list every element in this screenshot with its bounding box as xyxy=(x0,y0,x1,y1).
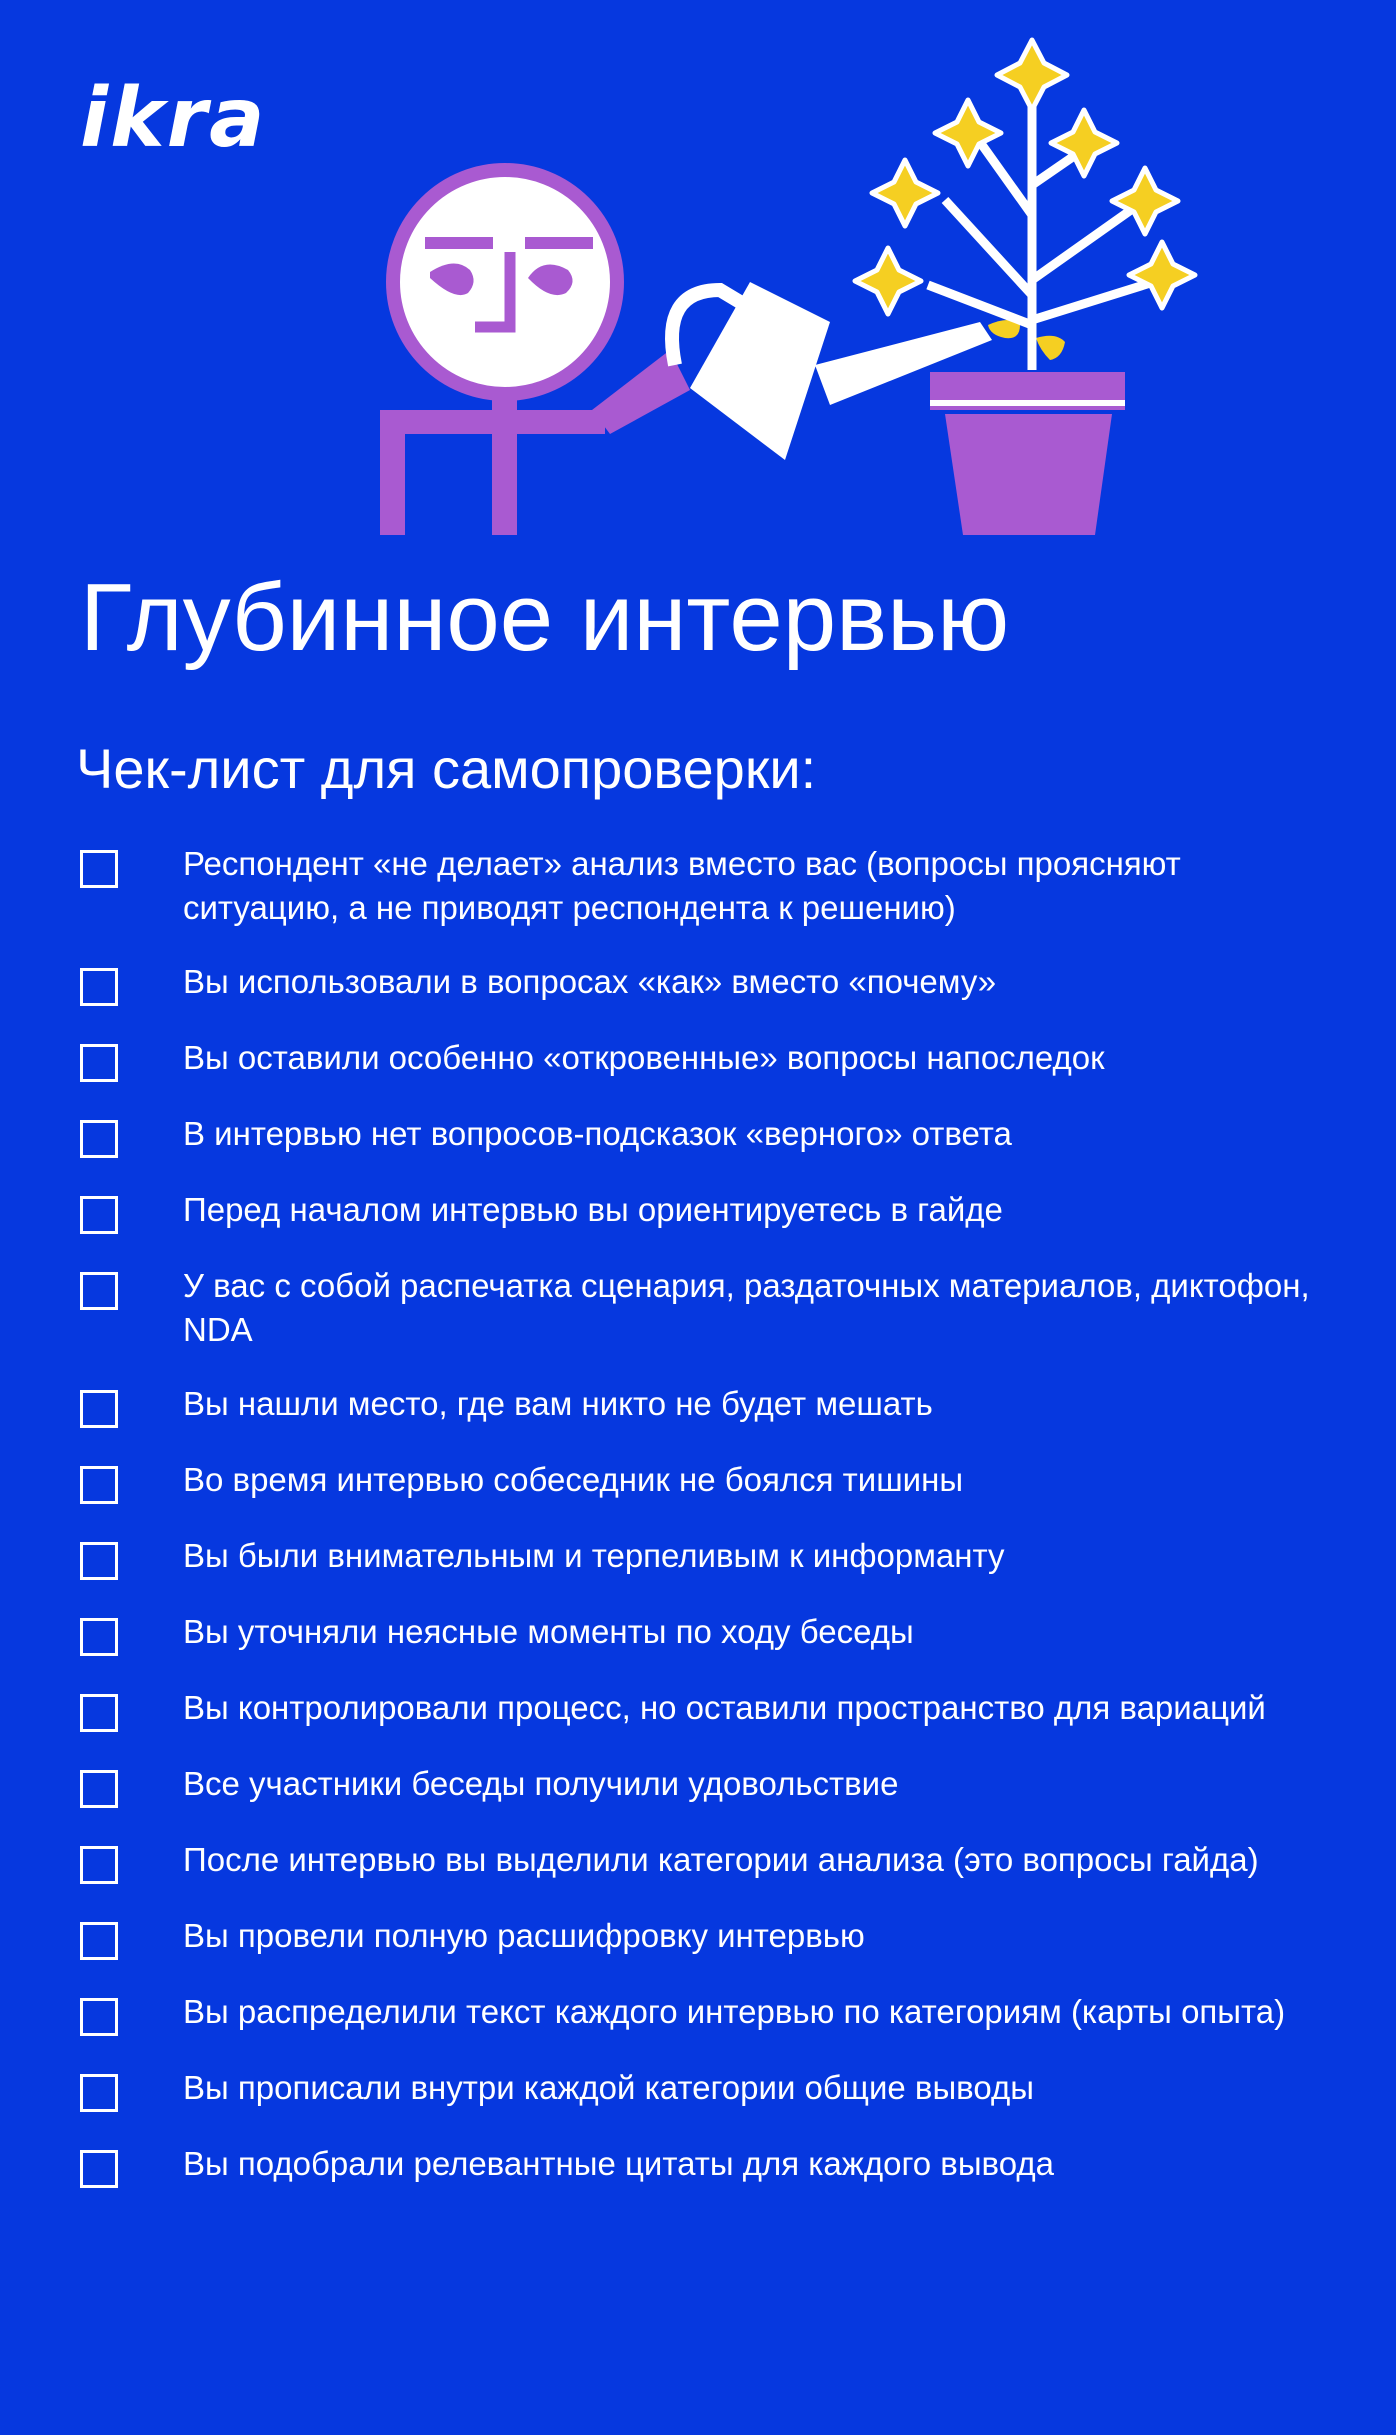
checklist-item xyxy=(80,1914,1320,1960)
checkbox[interactable] xyxy=(80,2150,118,2188)
checklist-item-text: Вы были внимательным и терпеливым к информанту xyxy=(183,1537,1005,1574)
checklist-item xyxy=(80,1036,1320,1082)
checklist-item-text: Все участники беседы получили удовольствие xyxy=(183,1765,899,1802)
checkbox[interactable] xyxy=(80,1044,118,1082)
checklist-item xyxy=(80,1112,1320,1158)
illustration xyxy=(360,20,1220,540)
checklist-item-text: После интервью вы выделили категории анализа (это вопросы гайда) xyxy=(183,1841,1259,1878)
checklist-item xyxy=(80,1382,1320,1428)
checkbox[interactable] xyxy=(80,1466,118,1504)
checklist-item-text: Вы распределили текст каждого интервью по категориям (карты опыта) xyxy=(183,1993,1286,2030)
checklist-item xyxy=(80,1990,1320,2036)
checklist-item-text: Вы использовали в вопросах «как» вместо «почему» xyxy=(183,963,997,1000)
checklist-item xyxy=(80,842,1320,930)
checklist-item xyxy=(80,2142,1320,2188)
checklist-item xyxy=(80,2066,1320,2112)
checkbox[interactable] xyxy=(80,1390,118,1428)
checklist-item-text: В интервью нет вопросов-подсказок «верного» ответа xyxy=(183,1115,1012,1152)
checkbox[interactable] xyxy=(80,1922,118,1960)
checkbox[interactable] xyxy=(80,1770,118,1808)
checkbox[interactable] xyxy=(80,2074,118,2112)
checkbox[interactable] xyxy=(80,1998,118,2036)
checkbox[interactable] xyxy=(80,1196,118,1234)
checkbox[interactable] xyxy=(80,1272,118,1310)
checklist-item-text: Вы контролировали процесс, но оставили пространство для вариаций xyxy=(183,1689,1266,1726)
checkbox[interactable] xyxy=(80,1120,118,1158)
checkbox[interactable] xyxy=(80,1694,118,1732)
checkbox[interactable] xyxy=(80,1618,118,1656)
checkbox[interactable] xyxy=(80,850,118,888)
checklist-item xyxy=(80,1188,1320,1234)
checklist-item xyxy=(80,960,1320,1006)
checklist-item-text: Вы прописали внутри каждой категории общие выводы xyxy=(183,2069,1034,2106)
checklist-item-text: Во время интервью собеседник не боялся тишины xyxy=(183,1461,964,1498)
checklist-subtitle: Чек-лист для самопроверки: xyxy=(76,737,817,800)
watering-can-icon xyxy=(672,282,992,460)
checklist-item-text: У вас с собой распечатка сценария, раздаточных материалов, диктофон, NDA xyxy=(183,1267,1310,1348)
checklist-item-text: Вы уточняли неясные моменты по ходу беседы xyxy=(183,1613,914,1650)
checklist-item xyxy=(80,1264,1320,1352)
checklist-item xyxy=(80,1534,1320,1580)
checkbox[interactable] xyxy=(80,1846,118,1884)
checklist-item xyxy=(80,1458,1320,1504)
checklist-item-text: Вы подобрали релевантные цитаты для каждого вывода xyxy=(183,2145,1054,2182)
self-check-list xyxy=(80,842,1320,2218)
checklist-item xyxy=(80,1838,1320,1884)
person-icon xyxy=(380,170,690,535)
checklist-item-text: Вы нашли место, где вам никто не будет мешать xyxy=(183,1385,933,1422)
checkbox[interactable] xyxy=(80,1542,118,1580)
page-title: Глубинное интервью xyxy=(80,564,1010,671)
checklist-item-text: Вы оставили особенно «откровенные» вопросы напоследок xyxy=(183,1039,1105,1076)
checklist-item-text: Перед началом интервью вы ориентируетесь в гайде xyxy=(183,1191,1003,1228)
checklist-item-text: Вы провели полную расшифровку интервью xyxy=(183,1917,865,1954)
star-icon xyxy=(855,40,1195,314)
ikra-logo: ikra xyxy=(80,71,267,166)
checklist-item-text: Респондент «не делает» анализ вместо вас (вопросы проясняют ситуацию, а не приводят респондента к решению) xyxy=(183,845,1181,926)
checklist-item xyxy=(80,1686,1320,1732)
checklist-item xyxy=(80,1610,1320,1656)
checkbox[interactable] xyxy=(80,968,118,1006)
checklist-item xyxy=(80,1762,1320,1808)
